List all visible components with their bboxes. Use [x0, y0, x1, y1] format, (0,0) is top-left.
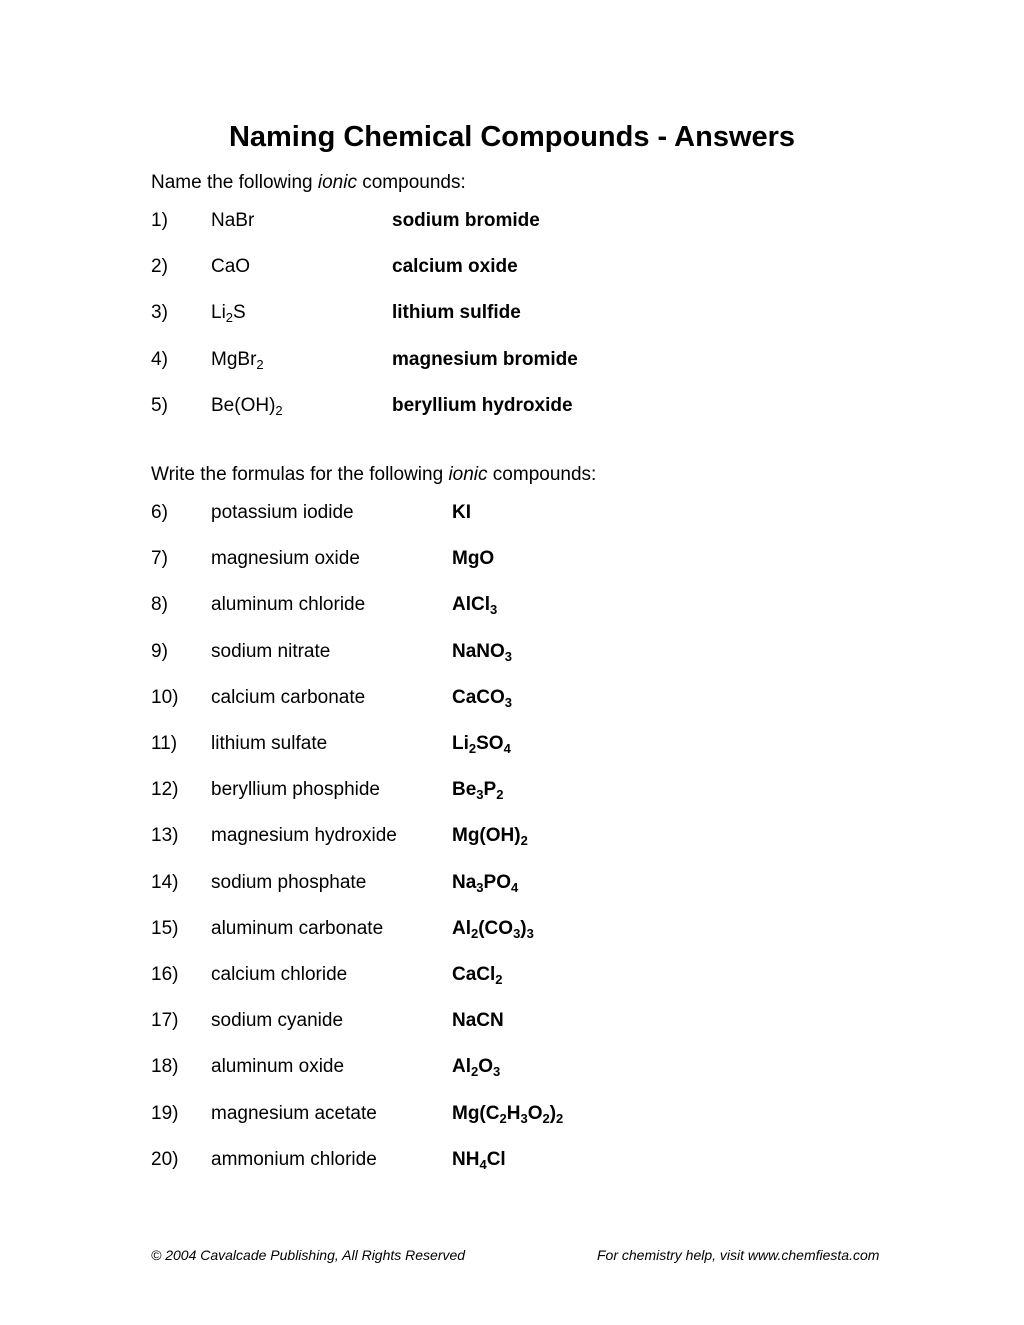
- compound-name: ammonium chloride: [211, 1148, 377, 1170]
- section2-instruction: [151, 463, 596, 487]
- question-number: 18): [151, 1056, 179, 1078]
- compound-formula: $Be(OH)_2$: [211, 394, 283, 418]
- compound-name: sodium nitrate: [211, 640, 331, 662]
- question-number: 6): [151, 502, 168, 523]
- compound-name: magnesium oxide: [211, 548, 360, 570]
- question-number: 5): [151, 394, 168, 416]
- question-row: [0, 208, 1024, 234]
- answer-name: sodium bromide: [392, 210, 540, 231]
- compound-name: aluminum oxide: [211, 1056, 345, 1078]
- compound-name: aluminum carbonate: [211, 917, 384, 939]
- answer-name: beryllium hydroxide: [392, 394, 573, 416]
- answer-formula: $Li_2SO_4$: [452, 733, 511, 756]
- compound-name: calcium chloride: [211, 964, 348, 985]
- footer-copyright: © 2004 Cavalcade Publishing, All Rights Reserved: [151, 1247, 466, 1263]
- question-number: 15): [151, 917, 179, 939]
- question-number: 14): [151, 871, 179, 893]
- instruction-text: Write the formulas for the following: [151, 464, 449, 485]
- answer-name: calcium oxide: [392, 256, 518, 278]
- instruction-text: compounds:: [487, 464, 597, 485]
- answer-formula: $Mg(OH)_2$: [452, 825, 528, 849]
- question-row: [0, 546, 1024, 572]
- question-row: [0, 962, 1024, 988]
- compound-name: sodium phosphate: [211, 871, 367, 893]
- answer-formula: $Al_2O_3$: [452, 1056, 501, 1080]
- answer-formula: CaCO$_3$: [452, 686, 513, 710]
- compound-formula: NaBr: [211, 210, 255, 231]
- section1-instruction: [151, 171, 466, 195]
- question-number: 13): [151, 825, 179, 847]
- answer-formula: KI: [452, 502, 471, 523]
- question-row: [0, 870, 1024, 896]
- question-row: [0, 1008, 1024, 1034]
- question-row: [0, 500, 1024, 526]
- question-number: 8): [151, 594, 168, 616]
- answer-formula: $Mg(C_2H_3O_2)_2$: [452, 1102, 564, 1126]
- answer-formula: $Be_3P_2$: [452, 779, 504, 803]
- instruction-emphasis: ionic: [448, 464, 488, 485]
- compound-formula: $Li_2S$: [211, 302, 246, 326]
- question-number: 4): [151, 348, 168, 370]
- question-row: [0, 777, 1024, 803]
- question-row: [0, 254, 1024, 280]
- question-number: 11): [151, 733, 178, 754]
- question-row: [0, 592, 1024, 618]
- question-number: 2): [151, 256, 168, 278]
- compound-name: calcium carbonate: [211, 686, 366, 708]
- compound-name: lithium sulfate: [211, 733, 328, 754]
- question-row: [0, 823, 1024, 849]
- question-row: [0, 347, 1024, 373]
- footer-help-link-text: For chemistry help, visit www.chemfiesta.com: [597, 1247, 880, 1263]
- answer-formula: NaCN: [452, 1010, 504, 1032]
- question-number: 19): [151, 1102, 179, 1124]
- answer-formula: $NH_4Cl$: [452, 1148, 506, 1172]
- question-row: [0, 639, 1024, 665]
- compound-formula: CaO: [211, 256, 251, 278]
- answer-formula: AlCl$_3$: [452, 594, 498, 618]
- compound-name: potassium iodide: [211, 502, 354, 523]
- answer-name: lithium sulfide: [392, 302, 521, 324]
- answer-formula: $Al_2(CO_3)_3$: [452, 917, 534, 941]
- question-number: 7): [151, 548, 168, 570]
- instruction-text: Name the following: [151, 172, 318, 193]
- compound-name: sodium cyanide: [211, 1010, 344, 1032]
- answer-formula: NaNO$_3$: [452, 640, 513, 664]
- question-number: 17): [151, 1010, 179, 1032]
- instruction-emphasis: ionic: [317, 172, 357, 193]
- question-number: 16): [151, 964, 179, 985]
- instruction-text: compounds:: [356, 172, 466, 193]
- answer-formula: $Na_3PO_4$: [452, 871, 519, 895]
- question-number: 3): [151, 302, 168, 324]
- question-row: [0, 731, 1024, 757]
- question-row: [0, 300, 1024, 326]
- question-row: [0, 1147, 1024, 1173]
- question-row: [0, 685, 1024, 711]
- compound-name: magnesium acetate: [211, 1102, 377, 1124]
- compound-name: aluminum chloride: [211, 594, 366, 616]
- answer-formula: MgO: [452, 548, 495, 570]
- question-row: [0, 1054, 1024, 1080]
- question-number: 10): [151, 686, 179, 708]
- page-title: Naming Chemical Compounds - Answers: [228, 121, 796, 153]
- question-number: 12): [151, 779, 179, 801]
- answer-formula: CaCl$_2$: [452, 964, 503, 987]
- compound-name: magnesium hydroxide: [211, 825, 397, 847]
- question-row: [0, 393, 1024, 419]
- question-row: [0, 916, 1024, 942]
- question-row: [0, 1101, 1024, 1127]
- answer-name: magnesium bromide: [392, 348, 578, 370]
- question-number: 1): [151, 210, 168, 231]
- question-number: 20): [151, 1148, 179, 1170]
- question-number: 9): [151, 640, 168, 662]
- compound-name: beryllium phosphide: [211, 779, 380, 801]
- compound-formula: MgBr$_2$: [211, 348, 264, 372]
